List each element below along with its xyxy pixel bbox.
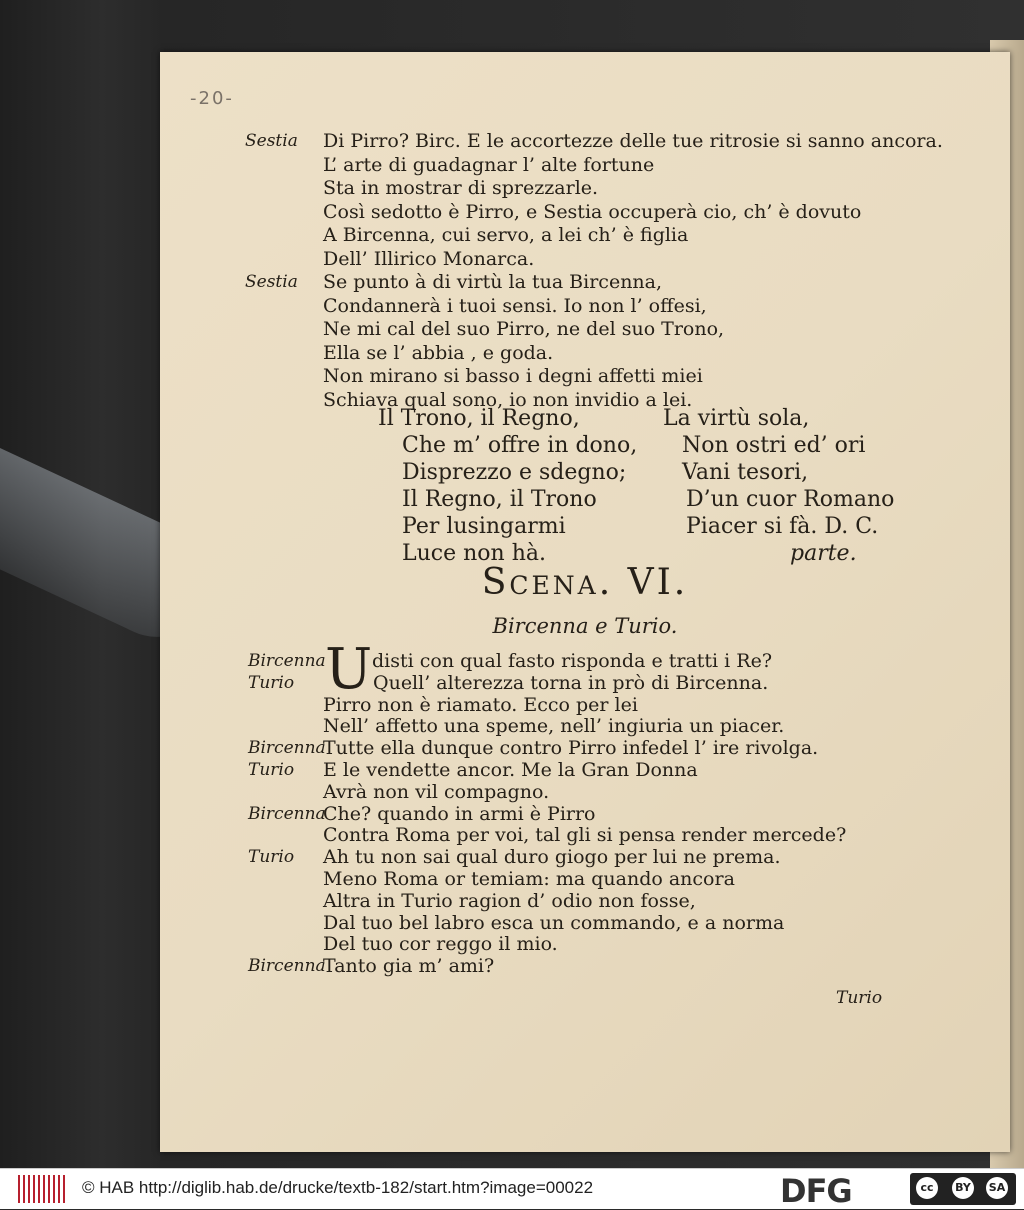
verse-line: L’ arte di guadagnar l’ alte fortune [323, 153, 655, 176]
dfg-logo: DFG [780, 1172, 852, 1210]
verse-line: Pirro non è riamato. Ecco per lei [323, 693, 638, 716]
verse-line: Di Pirro? Birc. E le accortezze delle tue ritrosie si sanno ancora. [323, 130, 943, 152]
scene-title: Scena. VI. [481, 562, 689, 603]
verse-line: Che? quando in armi è Pirro [323, 802, 596, 825]
verse-line: Tanto gia m’ ami? [323, 955, 495, 978]
verse-line: Condannerà i tuoi sensi. Io non l’ offesi, [323, 294, 707, 317]
speaker-label: Turio [248, 672, 295, 693]
viewer-footer [0, 1168, 1024, 1209]
verse-line: Meno Roma or temiam: ma quando ancora [323, 868, 735, 890]
verse-line: Nell’ affetto una speme, nell’ ingiuria un piacer. [323, 715, 785, 738]
verse-line: E le vendette ancor. Me la Gran Donna [323, 759, 698, 781]
verse-line: Dell’ Illirico Monarca. [323, 247, 535, 270]
speaker-label: Bircenna [248, 738, 326, 759]
verse-line: Quell’ alterezza torna in prò di Bircenna. [373, 671, 769, 694]
aria-line-right: La virtù sola, [663, 406, 810, 431]
by-icon: BY [952, 1177, 974, 1199]
speaker-label: Turio [248, 760, 295, 780]
cc-license-badge[interactable] [910, 1173, 1016, 1205]
verse-line: Avrà non vil compagno. [323, 780, 550, 803]
aria-line-left: Il Regno, il Trono [402, 487, 597, 512]
aria-line-left: Che m’ offre in dono, [402, 433, 638, 458]
verse-line: Altra in Turio ragion d’ odio non fosse, [323, 889, 696, 912]
aria-line-left: Disprezzo e sdegno; [402, 460, 627, 485]
aria-line-left: Luce non hà. [402, 541, 546, 566]
book-page [160, 52, 1010, 1152]
verse-line: Ella se l’ abbia , e goda. [323, 341, 554, 364]
hab-logo [18, 1175, 66, 1203]
verse-line: Sta in mostrar di sprezzarle. [323, 177, 599, 199]
verse-line: disti con qual fasto risponda e tratti i Re? [372, 650, 773, 672]
verse-line: Ne mi cal del suo Pirro, ne del suo Trono, [323, 318, 725, 340]
drop-cap: U [325, 637, 373, 702]
verse-line: Del tuo cor reggo il mio. [323, 933, 558, 956]
speaker-label: Bircenna [248, 803, 326, 824]
aria-line-right: Vani tesori, [682, 460, 809, 485]
verse-line: Se punto à di virtù la tua Bircenna, [323, 271, 663, 293]
page-number: -20- [190, 88, 234, 109]
aria-line-left: Per lusingarmi [402, 514, 566, 539]
verse-line: Schiava qual sono, io non invidio a lei. [323, 388, 693, 411]
aria-line-right: D’un cuor Romano [686, 487, 895, 512]
aria-line-right: parte. [790, 541, 857, 566]
verse-line: Dal tuo bel labro esca un commando, e a norma [323, 911, 785, 934]
speaker-label: Sestia [245, 272, 298, 292]
sa-icon: SA [986, 1177, 1008, 1199]
verse-line: Così sedotto è Pirro, e Sestia occuperà cio, ch’ è dovuto [323, 200, 862, 223]
aria-line-right: Non ostri ed’ ori [682, 433, 866, 458]
speaker-label: Sestia [245, 131, 298, 151]
catchword: Turio [836, 988, 883, 1008]
verse-line: Tutte ella dunque contro Pirro infedel l’ ire rivolga. [323, 737, 819, 760]
verse-line: Ah tu non sai qual duro giogo per lui ne prema. [323, 846, 781, 869]
verse-line: Non mirano si basso i degni affetti miei [323, 365, 703, 387]
aria-line-left: Il Trono, il Regno, [378, 406, 580, 431]
speaker-label: Bircenna [248, 651, 326, 671]
scene-subtitle: Bircenna e Turio. [492, 614, 678, 638]
speaker-label: Bircenna [248, 956, 326, 977]
page-text [160, 52, 1010, 1152]
verse-line: A Bircenna, cui servo, a lei ch’ è figlia [323, 224, 689, 246]
speaker-label: Turio [248, 847, 295, 868]
aria-line-right: Piacer si fà. D. C. [686, 514, 879, 539]
verse-line: Contra Roma per voi, tal gli si pensa render mercede? [323, 824, 847, 847]
cc-icon: cc [916, 1177, 938, 1199]
credit-link[interactable]: © HAB http://diglib.hab.de/drucke/textb-182/start.htm?image=00022 [82, 1178, 594, 1197]
